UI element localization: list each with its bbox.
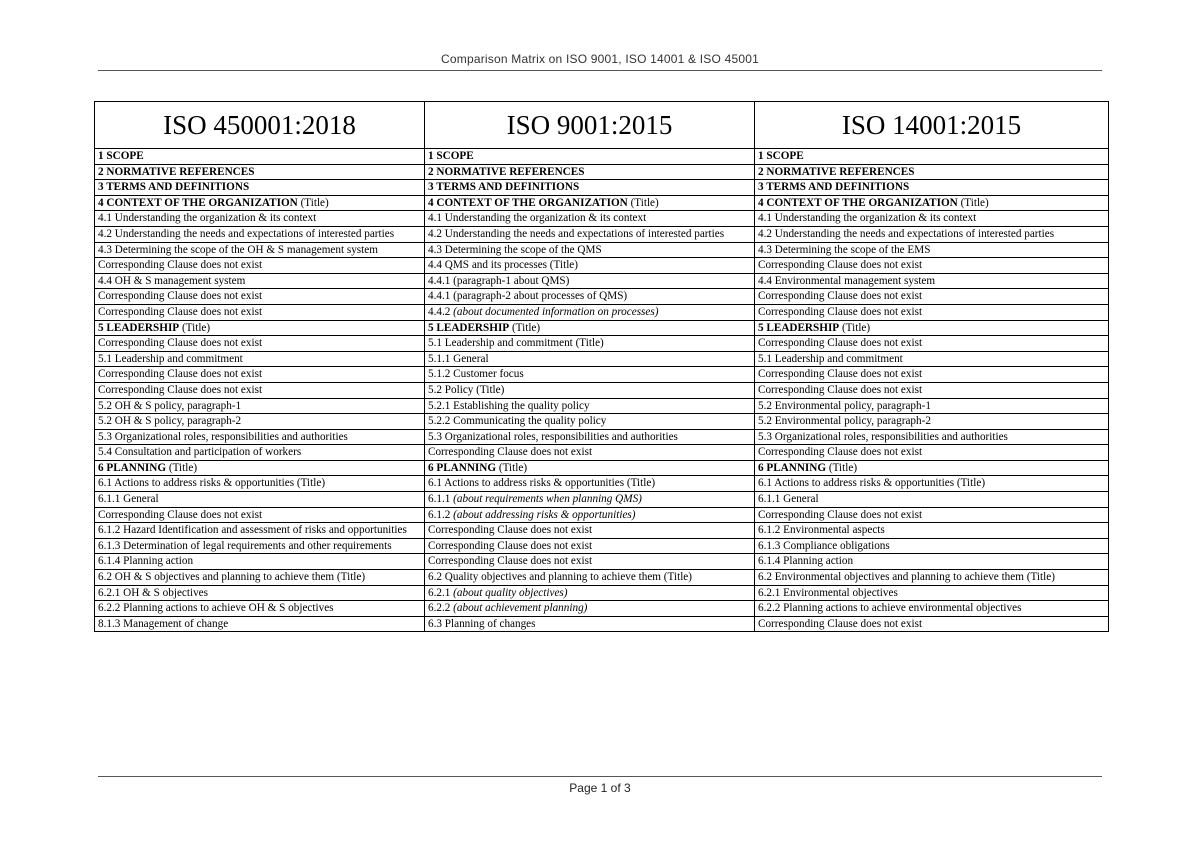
table-cell-iso-9001 bbox=[425, 195, 755, 211]
clause-text: 4.4 OH & S management system bbox=[98, 274, 246, 287]
table-row bbox=[95, 445, 1109, 461]
table-row bbox=[95, 414, 1109, 430]
table-cell-iso-9001 bbox=[425, 507, 755, 523]
clause-text: 6.1.3 Compliance obligations bbox=[758, 539, 890, 552]
clause-text: Corresponding Clause does not exist bbox=[758, 305, 923, 318]
table-cell-iso-45001 bbox=[95, 351, 425, 367]
table-cell-iso-14001 bbox=[755, 476, 1109, 492]
table-cell-iso-45001 bbox=[95, 226, 425, 242]
clause-text: Corresponding Clause does not exist bbox=[758, 290, 923, 303]
clause-text: Corresponding Clause does not exist bbox=[758, 368, 923, 381]
table-row bbox=[95, 242, 1109, 258]
clause-text: 6.1 Actions to address risks & opportunities (Title) bbox=[758, 477, 986, 490]
table-cell-iso-9001 bbox=[425, 211, 755, 227]
table-cell-iso-14001 bbox=[755, 492, 1109, 508]
clause-text: 5.1 Leadership and commitment bbox=[758, 352, 903, 365]
table-cell-iso-9001 bbox=[425, 304, 755, 320]
clause-text: 4.4 QMS and its processes (Title) bbox=[428, 259, 578, 272]
clause-text: 5.2 Environmental policy, paragraph-1 bbox=[758, 399, 931, 412]
clause-text: (Title) bbox=[297, 196, 329, 209]
clause-text: 4.4.1 (paragraph-2 about processes of QMS) bbox=[428, 290, 628, 303]
table-cell-iso-45001 bbox=[95, 554, 425, 570]
table-row bbox=[95, 226, 1109, 242]
table-cell-iso-14001 bbox=[755, 320, 1109, 336]
clause-text: 4.1 Understanding the organization & its context bbox=[98, 212, 317, 225]
table-row bbox=[95, 180, 1109, 196]
clause-text: (Title) bbox=[839, 321, 871, 334]
table-cell-iso-14001 bbox=[755, 149, 1109, 165]
table-cell-iso-9001 bbox=[425, 445, 755, 461]
clause-text: 6.1.2 Environmental aspects bbox=[758, 524, 885, 537]
clause-text: (Title) bbox=[826, 461, 858, 474]
clause-text: 4.1 Understanding the organization & its context bbox=[428, 212, 647, 225]
table-cell-iso-9001 bbox=[425, 398, 755, 414]
table-cell-iso-14001 bbox=[755, 570, 1109, 586]
table-cell-iso-45001 bbox=[95, 414, 425, 430]
clause-text: 4.2 Understanding the needs and expectations of interested parties bbox=[98, 227, 395, 240]
clause-text: 6.2 Quality objectives and planning to achieve them (Title) bbox=[428, 571, 692, 584]
clause-text: 6.1 Actions to address risks & opportunities (Title) bbox=[428, 477, 656, 490]
clause-heading: 6 PLANNING bbox=[98, 461, 167, 474]
clause-text: Corresponding Clause does not exist bbox=[98, 290, 263, 303]
table-cell-iso-9001 bbox=[425, 289, 755, 305]
clause-text: Corresponding Clause does not exist bbox=[758, 508, 923, 521]
table-cell-iso-45001 bbox=[95, 492, 425, 508]
table-row bbox=[95, 351, 1109, 367]
clause-text: 6.2.2 Planning actions to achieve environmental objectives bbox=[758, 602, 1022, 615]
clause-heading: 4 CONTEXT OF THE ORGANIZATION bbox=[428, 196, 628, 209]
clause-text: 6.1.2 Hazard Identification and assessment of risks and opportunities bbox=[98, 524, 407, 537]
table-cell-iso-45001 bbox=[95, 460, 425, 476]
comparison-matrix-table bbox=[94, 101, 1109, 632]
table-cell-iso-45001 bbox=[95, 336, 425, 352]
table-row bbox=[95, 195, 1109, 211]
table-cell-iso-14001 bbox=[755, 304, 1109, 320]
table-cell-iso-9001 bbox=[425, 476, 755, 492]
table-cell-iso-45001 bbox=[95, 507, 425, 523]
table-row bbox=[95, 585, 1109, 601]
table-cell-iso-14001 bbox=[755, 273, 1109, 289]
clause-text: (Title) bbox=[957, 196, 989, 209]
table-cell-iso-9001 bbox=[425, 226, 755, 242]
table-cell-iso-14001 bbox=[755, 585, 1109, 601]
table-cell-iso-45001 bbox=[95, 382, 425, 398]
clause-text: 5.3 Organizational roles, responsibilities and authorities bbox=[428, 430, 678, 443]
clause-heading: 4 CONTEXT OF THE ORGANIZATION bbox=[98, 196, 298, 209]
table-cell-iso-45001 bbox=[95, 523, 425, 539]
table-cell-iso-9001 bbox=[425, 242, 755, 258]
table-row bbox=[95, 382, 1109, 398]
clause-text: 6.2.1 bbox=[428, 586, 454, 599]
table-cell-iso-9001 bbox=[425, 523, 755, 539]
table-cell-iso-9001 bbox=[425, 382, 755, 398]
table-cell-iso-45001 bbox=[95, 398, 425, 414]
clause-heading: 2 NORMATIVE REFERENCES bbox=[98, 165, 255, 178]
table-cell-iso-14001 bbox=[755, 554, 1109, 570]
clause-text: Corresponding Clause does not exist bbox=[758, 337, 923, 350]
table-row bbox=[95, 616, 1109, 632]
table-cell-iso-45001 bbox=[95, 289, 425, 305]
table-cell-iso-45001 bbox=[95, 195, 425, 211]
clause-heading: 4 CONTEXT OF THE ORGANIZATION bbox=[758, 196, 958, 209]
clause-text: 4.2 Understanding the needs and expectations of interested parties bbox=[428, 227, 725, 240]
clause-text: Corresponding Clause does not exist bbox=[758, 617, 923, 630]
clause-text: 5.4 Consultation and participation of workers bbox=[98, 446, 302, 459]
clause-text: 6.2.2 Planning actions to achieve OH & S objectives bbox=[98, 602, 334, 615]
table-cell-iso-45001 bbox=[95, 616, 425, 632]
clause-heading: 2 NORMATIVE REFERENCES bbox=[428, 165, 585, 178]
clause-heading: 5 LEADERSHIP bbox=[98, 321, 180, 334]
table-cell-iso-45001 bbox=[95, 570, 425, 586]
table-cell-iso-14001 bbox=[755, 414, 1109, 430]
table-cell-iso-9001 bbox=[425, 367, 755, 383]
clause-text: 5.2 Policy (Title) bbox=[428, 383, 505, 396]
table-cell-iso-9001 bbox=[425, 585, 755, 601]
page-number: Page 1 of 3 bbox=[569, 781, 631, 795]
table-cell-iso-14001 bbox=[755, 226, 1109, 242]
clause-text: 4.3 Determining the scope of the QMS bbox=[428, 243, 602, 256]
clause-text: Corresponding Clause does not exist bbox=[758, 259, 923, 272]
table-header-row bbox=[95, 102, 1109, 149]
table-row bbox=[95, 570, 1109, 586]
clause-text: 4.3 Determining the scope of the OH & S management system bbox=[98, 243, 378, 256]
clause-text: (Title) bbox=[496, 461, 528, 474]
clause-text: (Title) bbox=[509, 321, 541, 334]
table-row bbox=[95, 289, 1109, 305]
clause-heading: 3 TERMS AND DEFINITIONS bbox=[98, 181, 250, 194]
table-cell-iso-45001 bbox=[95, 242, 425, 258]
table-cell-iso-9001 bbox=[425, 320, 755, 336]
clause-text: Corresponding Clause does not exist bbox=[758, 446, 923, 459]
table-cell-iso-45001 bbox=[95, 211, 425, 227]
clause-text: Corresponding Clause does not exist bbox=[758, 383, 923, 396]
table-cell-iso-45001 bbox=[95, 273, 425, 289]
table-cell-iso-45001 bbox=[95, 180, 425, 196]
table-cell-iso-9001 bbox=[425, 492, 755, 508]
clause-text: 6.2 Environmental objectives and planning to achieve them (Title) bbox=[758, 571, 1055, 584]
table-cell-iso-9001 bbox=[425, 616, 755, 632]
table-cell-iso-14001 bbox=[755, 523, 1109, 539]
table-cell-iso-9001 bbox=[425, 414, 755, 430]
table-row bbox=[95, 554, 1109, 570]
table-cell-iso-14001 bbox=[755, 180, 1109, 196]
table-cell-iso-14001 bbox=[755, 289, 1109, 305]
table-cell-iso-45001 bbox=[95, 258, 425, 274]
clause-text: 6.2.1 Environmental objectives bbox=[758, 586, 898, 599]
table-cell-iso-45001 bbox=[95, 304, 425, 320]
clause-text: 5.1 Leadership and commitment (Title) bbox=[428, 337, 604, 350]
table-row bbox=[95, 273, 1109, 289]
table-row bbox=[95, 429, 1109, 445]
table-cell-iso-9001 bbox=[425, 601, 755, 617]
clause-text: 6.3 Planning of changes bbox=[428, 617, 536, 630]
clause-text: 6.1.1 bbox=[428, 493, 454, 506]
clause-text: 5.2.1 Establishing the quality policy bbox=[428, 399, 590, 412]
clause-text: 6.1.3 Determination of legal requirements and other requirements bbox=[98, 539, 392, 552]
table-row bbox=[95, 492, 1109, 508]
page-header: Comparison Matrix on ISO 9001, ISO 14001 & ISO 45001 bbox=[441, 52, 759, 66]
table-cell-iso-14001 bbox=[755, 367, 1109, 383]
table-row bbox=[95, 320, 1109, 336]
table-row bbox=[95, 523, 1109, 539]
table-cell-iso-14001 bbox=[755, 351, 1109, 367]
clause-text: Corresponding Clause does not exist bbox=[98, 337, 263, 350]
table-cell-iso-9001 bbox=[425, 429, 755, 445]
table-cell-iso-45001 bbox=[95, 601, 425, 617]
table-cell-iso-45001 bbox=[95, 445, 425, 461]
clause-text: 4.1 Understanding the organization & its context bbox=[758, 212, 977, 225]
table-cell-iso-9001 bbox=[425, 460, 755, 476]
table-cell-iso-14001 bbox=[755, 164, 1109, 180]
clause-text: 6.1.4 Planning action bbox=[98, 555, 194, 568]
clause-heading: 5 LEADERSHIP bbox=[428, 321, 510, 334]
clause-text: 5.3 Organizational roles, responsibilities and authorities bbox=[758, 430, 1008, 443]
footer-divider bbox=[98, 776, 1102, 777]
table-row bbox=[95, 336, 1109, 352]
clause-heading: 1 SCOPE bbox=[428, 150, 474, 162]
table-row bbox=[95, 164, 1109, 180]
table-cell-iso-14001 bbox=[755, 429, 1109, 445]
table-cell-iso-45001 bbox=[95, 538, 425, 554]
clause-text: 6.1.2 bbox=[428, 508, 454, 521]
table-cell-iso-45001 bbox=[95, 476, 425, 492]
clause-text: 4.4.1 (paragraph-1 about QMS) bbox=[428, 274, 570, 287]
table-row bbox=[95, 149, 1109, 165]
clause-text: (Title) bbox=[627, 196, 659, 209]
table-cell-iso-9001 bbox=[425, 273, 755, 289]
table-row bbox=[95, 258, 1109, 274]
column-header-iso-45001: ISO 450001:2018 bbox=[95, 102, 425, 149]
table-cell-iso-14001 bbox=[755, 242, 1109, 258]
clause-heading: 3 TERMS AND DEFINITIONS bbox=[758, 181, 910, 194]
table-cell-iso-14001 bbox=[755, 538, 1109, 554]
table-cell-iso-9001 bbox=[425, 570, 755, 586]
table-cell-iso-45001 bbox=[95, 585, 425, 601]
table-cell-iso-14001 bbox=[755, 445, 1109, 461]
clause-note: (about addressing risks & opportunities) bbox=[453, 508, 636, 521]
clause-heading: 1 SCOPE bbox=[758, 150, 804, 162]
table-cell-iso-14001 bbox=[755, 195, 1109, 211]
clause-text: 5.2 OH & S policy, paragraph-1 bbox=[98, 399, 242, 412]
table-cell-iso-45001 bbox=[95, 164, 425, 180]
table-cell-iso-14001 bbox=[755, 211, 1109, 227]
clause-text: 5.1.2 Customer focus bbox=[428, 368, 524, 381]
clause-note: (about achievement planning) bbox=[453, 602, 588, 615]
clause-text: 5.3 Organizational roles, responsibilities and authorities bbox=[98, 430, 348, 443]
table-cell-iso-9001 bbox=[425, 149, 755, 165]
table-row bbox=[95, 211, 1109, 227]
header-divider bbox=[98, 70, 1102, 71]
table-row bbox=[95, 601, 1109, 617]
table-cell-iso-9001 bbox=[425, 258, 755, 274]
table-cell-iso-45001 bbox=[95, 367, 425, 383]
clause-note: (about documented information on processes) bbox=[453, 305, 659, 318]
clause-heading: 1 SCOPE bbox=[98, 150, 144, 162]
table-cell-iso-14001 bbox=[755, 460, 1109, 476]
table-cell-iso-14001 bbox=[755, 382, 1109, 398]
table-cell-iso-45001 bbox=[95, 149, 425, 165]
table-cell-iso-14001 bbox=[755, 398, 1109, 414]
clause-heading: 6 PLANNING bbox=[428, 461, 497, 474]
table-row bbox=[95, 304, 1109, 320]
clause-text: 6.1.4 Planning action bbox=[758, 555, 854, 568]
clause-text: 6.2.2 bbox=[428, 602, 454, 615]
table-row bbox=[95, 538, 1109, 554]
table-cell-iso-14001 bbox=[755, 601, 1109, 617]
table-cell-iso-9001 bbox=[425, 336, 755, 352]
table-cell-iso-45001 bbox=[95, 429, 425, 445]
table-cell-iso-9001 bbox=[425, 538, 755, 554]
clause-heading: 3 TERMS AND DEFINITIONS bbox=[428, 181, 580, 194]
clause-text: Corresponding Clause does not exist bbox=[98, 305, 263, 318]
table-cell-iso-14001 bbox=[755, 616, 1109, 632]
clause-text: Corresponding Clause does not exist bbox=[428, 524, 593, 537]
column-header-iso-9001: ISO 9001:2015 bbox=[425, 102, 755, 149]
table-row bbox=[95, 398, 1109, 414]
clause-text: 5.2 Environmental policy, paragraph-2 bbox=[758, 415, 931, 428]
clause-text: 4.3 Determining the scope of the EMS bbox=[758, 243, 931, 256]
clause-heading: 2 NORMATIVE REFERENCES bbox=[758, 165, 915, 178]
clause-text: Corresponding Clause does not exist bbox=[98, 383, 263, 396]
table-cell-iso-9001 bbox=[425, 180, 755, 196]
clause-text: 6.1.1 General bbox=[98, 493, 159, 506]
table-cell-iso-14001 bbox=[755, 507, 1109, 523]
table-cell-iso-45001 bbox=[95, 320, 425, 336]
clause-text: Corresponding Clause does not exist bbox=[98, 259, 263, 272]
clause-text: Corresponding Clause does not exist bbox=[98, 508, 263, 521]
clause-text: (Title) bbox=[179, 321, 211, 334]
clause-text: 4.2 Understanding the needs and expectations of interested parties bbox=[758, 227, 1055, 240]
clause-text: 4.4 Environmental management system bbox=[758, 274, 936, 287]
clause-text: 5.2.2 Communicating the quality policy bbox=[428, 415, 607, 428]
clause-text: 8.1.3 Management of change bbox=[98, 617, 229, 630]
table-cell-iso-14001 bbox=[755, 336, 1109, 352]
table-row bbox=[95, 460, 1109, 476]
clause-text: Corresponding Clause does not exist bbox=[98, 368, 263, 381]
table-row bbox=[95, 507, 1109, 523]
clause-text: 5.2 OH & S policy, paragraph-2 bbox=[98, 415, 242, 428]
clause-heading: 6 PLANNING bbox=[758, 461, 827, 474]
clause-text: 6.1 Actions to address risks & opportunities (Title) bbox=[98, 477, 326, 490]
table-cell-iso-14001 bbox=[755, 258, 1109, 274]
clause-text: 6.2 OH & S objectives and planning to achieve them (Title) bbox=[98, 571, 366, 584]
table-cell-iso-9001 bbox=[425, 351, 755, 367]
clause-text: 5.1.1 General bbox=[428, 352, 489, 365]
table-row bbox=[95, 367, 1109, 383]
clause-note: (about quality objectives) bbox=[453, 586, 568, 599]
clause-text: 5.1 Leadership and commitment bbox=[98, 352, 243, 365]
table-body bbox=[95, 149, 1109, 632]
clause-text: 4.4.2 bbox=[428, 305, 454, 318]
clause-text: (Title) bbox=[166, 461, 198, 474]
clause-text: Corresponding Clause does not exist bbox=[428, 446, 593, 459]
table-row bbox=[95, 476, 1109, 492]
clause-text: Corresponding Clause does not exist bbox=[428, 539, 593, 552]
table-cell-iso-9001 bbox=[425, 554, 755, 570]
clause-text: 6.1.1 General bbox=[758, 493, 819, 506]
clause-note: (about requirements when planning QMS) bbox=[453, 493, 642, 506]
clause-heading: 5 LEADERSHIP bbox=[758, 321, 840, 334]
clause-text: 6.2.1 OH & S objectives bbox=[98, 586, 209, 599]
table-cell-iso-9001 bbox=[425, 164, 755, 180]
clause-text: Corresponding Clause does not exist bbox=[428, 555, 593, 568]
column-header-iso-14001: ISO 14001:2015 bbox=[755, 102, 1109, 149]
